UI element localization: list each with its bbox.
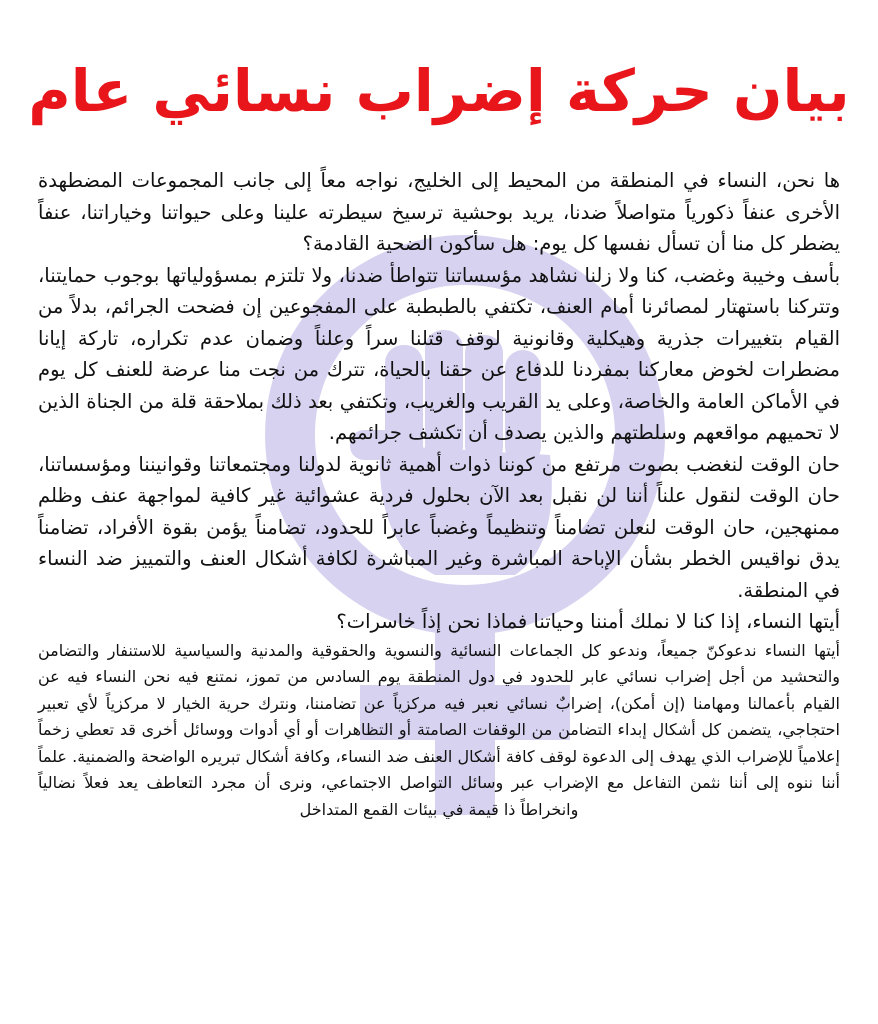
- statement-title: بيان حركة إضراب نسائي عام: [28, 57, 850, 125]
- paragraph-call-to-anger: حان الوقت لنغضب بصوت مرتفع من كوننا ذوات أهمية ثانوية لدولنا ومجتمعاتنا وقوانيننا ومؤسساتنا، حان الوقت لنقول علناً أننا لن نقبل بعد الآن بحلول فردية عشوائية غير كافية لمواجهة عنف وظلم ممنهجين، حان الوقت لنعلن تضامناً وتنظيماً وغضباً عابراً للحدود، تضامناً يؤمن بقوة الأفراد، تضامناً يدق نواقيس الخطر بشأن الإباحة المباشرة وغير المباشرة لكافة أشكال العنف والتمييز ضد النساء في المنطقة.: [38, 452, 840, 602]
- paragraph-institutions: بأسف وخيبة وغضب، كنا ولا زلنا نشاهد مؤسساتنا تتواطأ ضدنا، ولا تلتزم بمسؤولياتها بوجوب حمايتنا، وتتركنا باستهتار لمصائرنا أمام العنف، تكتفي بالطبطبة على المفجوعين إن فضحت الجرائم، بدلاً من القيام بتغييرات جذرية وهيكلية وقانونية لوقف قتلنا سراً وعلناً وضمان عدم تكراره، تاركة إيانا مضطرات لخوض معاركنا بمفردنا للدفاع عن حقنا بالحياة، تترك من نجت منا عرضة للعنف كل يوم في الأماكن العامة والخاصة، وعلى يد القريب والغريب، وتكتفي بعد ذلك بملاحقة قلة من الجناة الذين لا تحميهم مواقعهم وسلطتهم والذين يصدف أن تكشف جرائمهم.: [38, 263, 840, 444]
- paragraph-strike-call: أيتها النساء ندعوكنّ جميعاً، وندعو كل الجماعات النسائية والنسوية والحقوقية والمدنية والسياسية للاستنفار والتضامن والتحشيد من أجل إضراب نسائي عابر للحدود في دول المنطقة يوم السادس من تموز، نمتنع فيه نحن النساء فيه عن القيام بأعمالنا ومهامنا (إن أمكن)، إضرابٌ نسائي نعبر فيه مركزياً عن تضامننا، ونترك حرية الخيار لا مركزياً لأي تعبير احتجاجي، يتضمن كل أشكال إبداء التضامن من الوقفات الصامتة أو التظاهرات أو أي أدوات ووسائل أخرى قد تعطي زخماً إعلامياً للإضراب الذي يهدف إلى الدعوة لوقف كافة أشكال العنف ضد النساء، وكافة أشكال تبريره الواضحة والضمنية. علماً أننا ننوه إلى أننا نثمن التفاعل مع الإضراب عبر وسائل التواصل الاجتماعي، ونرى أن مجرد التعاطف يعد فعلاً نضالياً وانخراطاً ذا قيمة في بيئات القمع المتداخل: [38, 640, 840, 819]
- paragraph-intro: ها نحن، النساء في المنطقة من المحيط إلى الخليج، نواجه معاً إلى جانب المجموعات المضطهدة الأخرى عنفاً ذكورياً متواصلاً ضدنا، يريد بوحشية ترسيخ سيطرته علينا وعلى حيواتنا وخياراتنا، عنفاً يضطر كل منا أن تسأل نفسها كل يوم: هل سأكون الضحية القادمة؟: [38, 169, 840, 255]
- paragraph-question: أيتها النساء، إذا كنا لا نملك أمننا وحياتنا فماذا نحن إذاً خاسرات؟: [336, 610, 840, 633]
- statement-body: [38, 165, 840, 823]
